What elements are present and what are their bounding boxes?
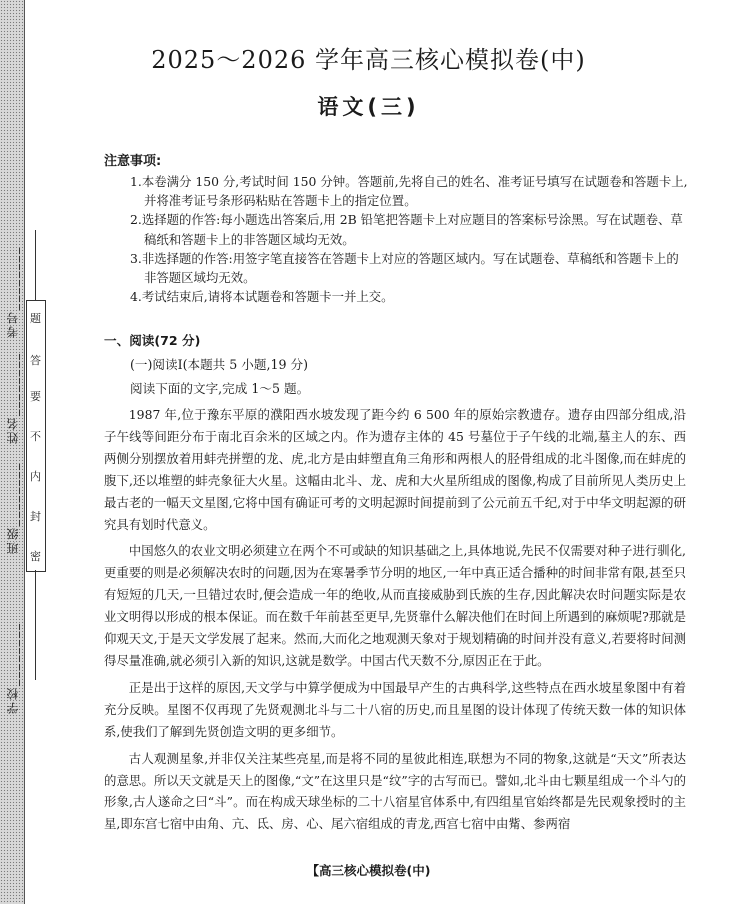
binding-strip [0, 0, 25, 904]
seal-char: 密 [30, 550, 41, 563]
exam-title: 2025～2026 学年高三核心模拟卷(中) [151, 46, 586, 74]
seal-line-bottom [35, 570, 36, 680]
note-item: 4.考试结束后,请将本试题卷和答题卡一并上交。 [130, 289, 394, 305]
exam-number-field[interactable] [4, 246, 21, 338]
class-line: ________ [6, 462, 20, 526]
exam-number-label: 考号 [6, 310, 20, 338]
page-footer: 【高三核心模拟卷(中) [306, 863, 431, 878]
note-item: 2.选择题的作答:每小题选出答案后,用 2B 铅笔把答题卡上对应题目的答案标号涂黑。写在试题卷、草稿纸和答题卡上的非答题区域均无效。 [130, 212, 683, 247]
exam-number-line: ________ [6, 246, 20, 310]
class-label: 班级 [6, 526, 20, 554]
seal-char: 答 [30, 354, 41, 367]
class-field[interactable] [4, 462, 21, 554]
reading-instruction: 阅读下面的文字,完成 1～5 题。 [130, 381, 310, 396]
reading-passage [104, 404, 686, 840]
subject-title: 语文(三) [317, 95, 420, 119]
passage-paragraph: 中国悠久的农业文明必须建立在两个不可或缺的知识基础之上,具体地说,先民不仅需要对种子进行驯化,更重要的则是必须解决农时的问题,因为在寒暑季节分明的地区,一年中真正适合播种的时间非常有限,甚至只有短短的几天,一旦错过农时,便会造成一年的绝收,从而直接威胁到氏族的生存,因此解决农时问题实际是农业文明得以形成的根本保证。而在数千年前甚至更早,先贤靠什么解决他们在时间上所遇到的麻烦呢?那就是仰观天文,于是天文学发展了起来。然而,大而化之地观测天象对于规划精确的时间并没有意义,若要将时间测得尽量准确,就必须引入新的知识,这就是数学。中国古代天数不分,原因正在于此。 [104, 543, 686, 668]
passage-paragraph: 正是出于这样的原因,天文学与中算学便成为中国最早产生的古典科学,这些特点在西水坡星象图中有着充分反映。星图不仅再现了先贤观测北斗与二十八宿的历史,而且星图的设计体现了传统天数一体的知识体系,使我们了解到先贤创造文明的更多细节。 [104, 679, 686, 739]
seal-char: 封 [30, 510, 41, 523]
school-field[interactable] [4, 622, 21, 714]
note-item: 3.非选择题的作答:用签字笔直接答在答题卡上对应的答题区域内。写在试题卷、草稿纸和答题卡上的非答题区域均无效。 [130, 250, 679, 286]
name-field[interactable] [4, 352, 21, 444]
notes-list [130, 172, 690, 306]
note-item: 1.本卷满分 150 分,考试时间 150 分钟。答题前,先将自己的姓名、准考证号填写在试题卷和答题卡上,并将准考证号条形码粘贴在答题卡上的指定位置。 [130, 174, 688, 209]
passage-paragraph: 1987 年,位于豫东平原的濮阳西水坡发现了距今约 6 500 年的原始宗教遗存。遗存由四部分组成,沿子午线等间距分布于南北百余米的区域之内。作为遗存主体的 45 号墓位于子午线的北端,墓主人的东、西两侧分别摆放着用蚌壳拼塑的龙、虎,北方是由蚌塑直角三角形和两根人的胫骨组成的北斗图像,而在蚌虎的腹下,还以堆塑的蚌壳象征大火星。这幅由北斗、龙、虎和大火星所组成的图像,构成了目前所见人类历史上最古老的一幅天文星图,它将中国有确证可考的文明起源时间提前到了公元前五千纪,对于中华文明起源的研究具有划时代意义。 [104, 407, 686, 532]
name-line: ________ [6, 352, 20, 416]
name-label: 姓名 [6, 416, 20, 444]
seal-char: 内 [30, 470, 41, 483]
seal-line-top [35, 230, 36, 300]
seal-char: 要 [30, 390, 41, 403]
subsection-title: (一)阅读Ⅰ(本题共 5 小题,19 分) [130, 357, 309, 372]
section-title: 一、阅读(72 分) [104, 333, 201, 348]
notes-heading: 注意事项: [104, 154, 162, 169]
seal-char: 题 [30, 312, 41, 325]
seal-char: 不 [30, 430, 41, 443]
school-label: 学校 [6, 686, 20, 714]
school-line: ________ [6, 622, 20, 686]
passage-paragraph: 古人观测星象,并非仅关注某些亮星,而是将不同的星彼此相连,联想为不同的物象,这就是“天文”所表达的意思。所以天文就是天上的图像,“文”在这里只是“纹”字的古写而已。譬如,北斗由七颗星组成一个斗勺的形象,古人遂命之曰“斗”。而在构成天球坐标的二十八宿星官体系中,有四组星官始终都是先民观象授时的主星,即东宫七宿中由角、亢、氐、房、心、尾六宿组成的青龙,西宫七宿中由觜、参两宿 [104, 750, 686, 832]
